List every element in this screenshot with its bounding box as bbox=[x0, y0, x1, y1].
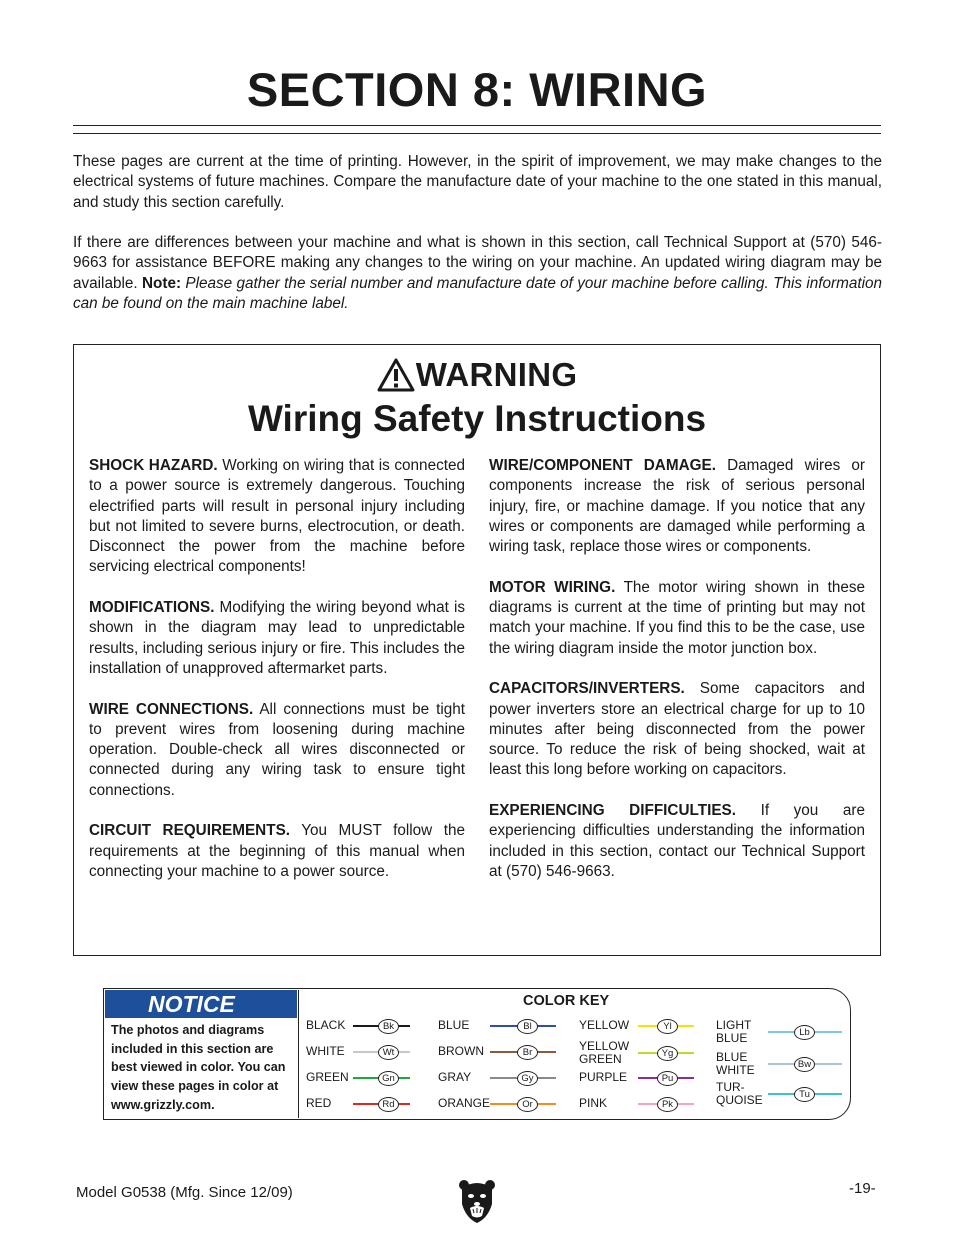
footer-page-number: -19- bbox=[849, 1180, 876, 1197]
warning-item-left-1 bbox=[89, 598, 465, 679]
color-key-code: Wt bbox=[378, 1045, 399, 1060]
color-key-label-line: BROWN bbox=[438, 1044, 484, 1058]
color-key-code: Bw bbox=[794, 1057, 815, 1072]
warning-item-label: EXPERIENCING DIFFICULTIES. bbox=[489, 802, 736, 820]
warning-column-right bbox=[489, 456, 865, 903]
color-key-label bbox=[306, 1045, 345, 1058]
color-key-code: Or bbox=[517, 1097, 538, 1112]
warning-item-left-2 bbox=[89, 700, 465, 801]
color-key-code: Bl bbox=[517, 1019, 538, 1034]
note-label: Note: bbox=[141, 274, 182, 292]
warning-subheading: Wiring Safety Instructions bbox=[247, 398, 707, 439]
color-key-code: Gy bbox=[517, 1071, 538, 1086]
warning-triangle-icon bbox=[377, 358, 415, 392]
warning-item-left-3 bbox=[89, 821, 465, 882]
footer-model: Model G0538 (Mfg. Since 12/09) bbox=[76, 1184, 293, 1201]
color-key-label-line: PURPLE bbox=[579, 1070, 628, 1084]
intro-paragraph-1: These pages are current at the time of printing. However, in the spirit of improvement, we may make changes to the electrical systems of future machines. Compare the manufacture date of your machine to the one stated in this manual, and study this section carefully. bbox=[73, 153, 882, 211]
color-key-label bbox=[438, 1097, 490, 1110]
color-key-label bbox=[579, 1097, 607, 1110]
warning-item-right-1 bbox=[489, 578, 865, 659]
color-key-label-line: ORANGE bbox=[438, 1096, 491, 1110]
intro-paragraph-2 bbox=[73, 233, 882, 314]
color-key-code: Lb bbox=[794, 1025, 815, 1040]
warning-item-right-2 bbox=[489, 679, 865, 780]
color-key-code: Pu bbox=[657, 1071, 678, 1086]
color-key-label-line: YELLOW bbox=[579, 1018, 630, 1032]
color-key-label-line: BLUE bbox=[438, 1018, 470, 1032]
warning-item-label: CIRCUIT REQUIREMENTS. bbox=[89, 822, 291, 840]
warning-item-text: Some capacitors and power inverters store an electrical charge for up to 10 minutes after being disconnected from the power source. To reduce the risk of being shocked, wait at least this long before working on capacitors. bbox=[489, 680, 865, 779]
color-key-label bbox=[716, 1081, 763, 1106]
title-rule-bottom bbox=[73, 133, 881, 134]
color-key-code: Rd bbox=[378, 1097, 399, 1112]
warning-item-label: WIRE CONNECTIONS. bbox=[89, 700, 254, 718]
warning-item-right-3 bbox=[489, 801, 865, 882]
color-key-label-line: GREEN bbox=[306, 1070, 349, 1084]
warning-column-left bbox=[89, 456, 465, 903]
warning-item-text: Damaged wires or components increase the risk of serious personal injury, fire, or machine damage. If you notice that any wires or components are damaged while performing a wiring task, replace those wires or components. bbox=[489, 457, 865, 556]
color-key-label-line: WHITE bbox=[306, 1044, 345, 1058]
color-key-label-line: BLUE bbox=[716, 1050, 748, 1064]
warning-item-left-0 bbox=[89, 456, 465, 578]
warning-item-text: You MUST follow the requirements at the beginning of this manual when connecting your machine to a power source. bbox=[89, 822, 465, 880]
warning-item-text: Working on wiring that is connected to a power source is extremely dangerous. Touching electrified parts will result in personal injury including but not limited to severe burns, electrocution, or death. Disconnect the power from the machine before servicing electrical components! bbox=[89, 457, 465, 576]
color-key-label bbox=[438, 1071, 471, 1084]
warning-item-label: SHOCK HAZARD. bbox=[89, 457, 218, 474]
color-key-label bbox=[579, 1071, 627, 1084]
color-key-label-line: PINK bbox=[579, 1096, 608, 1110]
color-key-code: Gn bbox=[378, 1071, 399, 1086]
color-key-code: Br bbox=[517, 1045, 538, 1060]
warning-item-label: MODIFICATIONS. bbox=[89, 599, 215, 617]
warning-item-text: Modifying the wiring beyond what is shown in the diagram may lead to unpredictable results, including serious injury or fire. This includes the installation of unapproved aftermarket parts. bbox=[89, 599, 465, 677]
color-key-code: Pk bbox=[657, 1097, 678, 1112]
color-key-label bbox=[306, 1071, 349, 1084]
color-key-label-line: BLUE bbox=[716, 1030, 748, 1045]
color-key-label bbox=[579, 1019, 629, 1032]
color-key-label-line: LIGHT bbox=[716, 1018, 752, 1032]
grizzly-bear-logo-icon bbox=[458, 1178, 496, 1224]
color-key-label bbox=[579, 1040, 629, 1065]
notice-heading: NOTICE bbox=[105, 990, 297, 1018]
intro-paragraph-2-text: If there are differences between your machine and what is shown in this section, call Technical Support at (570) 546-9663 for assistance BEFORE making any changes to the wiring on your machine. An updated wiring diagram may be available. bbox=[73, 234, 882, 292]
color-key-label-line: TUR- bbox=[716, 1080, 745, 1094]
warning-item-label: CAPACITORS/INVERTERS. bbox=[489, 680, 685, 698]
color-key-label-line: BLACK bbox=[306, 1018, 346, 1032]
color-key-label-line: GREEN bbox=[579, 1051, 622, 1066]
notice-text: The photos and diagrams included in this section are best viewed in color. You can view these pages in color at www.grizzly.com. bbox=[111, 1023, 286, 1112]
color-key-label-line: GRAY bbox=[438, 1070, 472, 1084]
color-key-label bbox=[306, 1019, 345, 1032]
warning-item-text: The motor wiring shown in these diagrams is current at the time of printing but may not match your machine. If you find this to be the case, use the wiring diagram inside the motor junction box. bbox=[489, 578, 865, 657]
color-key-label bbox=[716, 1019, 751, 1044]
warning-heading bbox=[0, 356, 954, 394]
color-key-label bbox=[438, 1045, 484, 1058]
color-key-label-line: QUOISE bbox=[716, 1092, 763, 1107]
color-key-title: COLOR KEY bbox=[523, 993, 610, 1009]
page-title: SECTION 8: WIRING bbox=[246, 63, 708, 116]
warning-item-label: WIRE/COMPONENT DAMAGE. bbox=[489, 457, 716, 474]
color-key-label bbox=[438, 1019, 469, 1032]
warning-item-right-0 bbox=[489, 456, 865, 557]
color-key-label bbox=[306, 1097, 331, 1110]
color-key-label-line: YELLOW bbox=[579, 1039, 630, 1053]
notice-divider bbox=[298, 990, 299, 1118]
color-key-label bbox=[716, 1051, 755, 1076]
warning-item-label: MOTOR WIRING. bbox=[489, 578, 616, 596]
warning-word: WARNING bbox=[415, 356, 578, 393]
warning-item-text: If you are experiencing difficulties understanding the information included in this section, contact our Technical Support at (570) 546-9663. bbox=[489, 802, 866, 880]
color-key-code: Yg bbox=[657, 1046, 678, 1061]
color-key-code: Yl bbox=[657, 1019, 678, 1034]
warning-item-text: All connections must be tight to prevent wires from loosening during machine operation. Double-check all wires disconnected or connected during any wiring task to ensure tight connections. bbox=[89, 700, 465, 799]
color-key-code: Bk bbox=[378, 1019, 399, 1034]
color-key-label-line: RED bbox=[306, 1096, 332, 1110]
title-rule-top bbox=[73, 125, 881, 126]
color-key-label-line: WHITE bbox=[716, 1062, 755, 1077]
note-text: Please gather the serial number and manufacture date of your machine before calling. This information can be found on the main machine label. bbox=[73, 274, 883, 312]
color-key-code: Tu bbox=[794, 1087, 815, 1102]
